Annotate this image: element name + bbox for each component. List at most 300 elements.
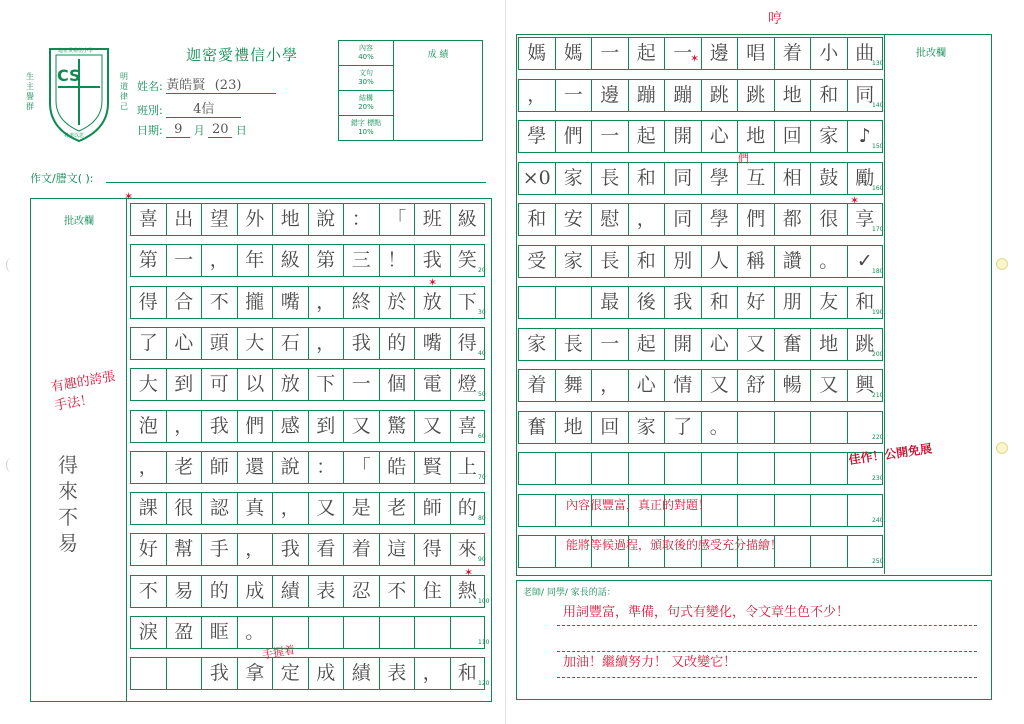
grid-cell: 受 <box>518 246 555 277</box>
grid-cell: 嘴 <box>414 328 450 359</box>
grid-row <box>130 657 485 690</box>
grid-count-label: 110 <box>478 639 490 646</box>
grid-cell: 的 <box>450 493 486 524</box>
composition-label: 作文/謄文( ): <box>30 172 94 185</box>
grid-cell: 三 <box>343 245 379 276</box>
grid-cell: 別 <box>664 246 701 277</box>
grid-cell: 「 <box>343 452 379 483</box>
grid-cell: 暢 <box>774 370 811 401</box>
name-field <box>137 74 276 94</box>
grid-cell: 心 <box>701 329 738 360</box>
score-weight: 10% <box>358 128 374 136</box>
grid-count-label: 240 <box>872 516 884 524</box>
grid-cell <box>166 658 202 689</box>
grid-cell: ， <box>308 328 344 359</box>
grid-row <box>130 244 485 277</box>
grid-cell: ： <box>343 204 379 235</box>
grid-cell: 班 <box>414 204 450 235</box>
grid-cell <box>737 495 774 526</box>
name-value: 黃皓賢 <box>166 78 206 93</box>
grid-row <box>130 410 485 443</box>
grid-cell <box>518 453 555 484</box>
grid-cell: 出 <box>166 204 202 235</box>
grid-cell: 大 <box>130 369 166 400</box>
grid-cell: 安 <box>555 204 592 235</box>
grid-cell <box>518 287 555 318</box>
grid-cell: 電 <box>414 369 450 400</box>
grid-cell: 家 <box>810 121 847 152</box>
grid-cell: 跳 <box>737 80 774 111</box>
grid-cell: 得 <box>450 328 486 359</box>
grid-cell <box>737 412 774 443</box>
grid-cell: 和 <box>701 287 738 318</box>
grid-cell: 說 <box>308 204 344 235</box>
grid-cell: 得 <box>414 534 450 565</box>
grid-cell: 興 <box>847 370 884 401</box>
grid-cell: 同 <box>664 204 701 235</box>
grid-cell: 起 <box>628 329 665 360</box>
grid-count-label: 230 <box>872 475 884 482</box>
grid-cell: 又 <box>701 370 738 401</box>
grid-row <box>130 492 485 525</box>
grid-row <box>518 245 883 278</box>
grid-cell: 老 <box>166 452 202 483</box>
name-label: 姓名: <box>137 80 163 93</box>
grid-cell: 放 <box>272 369 308 400</box>
grid-count-label: 210 <box>872 392 884 399</box>
grid-cell: 和 <box>518 204 555 235</box>
grid-cell <box>628 453 665 484</box>
grid-cell: 一 <box>555 80 592 111</box>
star-mark: ✶ <box>124 190 134 203</box>
grid-cell: 回 <box>774 121 811 152</box>
grid-cell: 燈 <box>450 369 486 400</box>
grid-cell: 以 <box>237 369 273 400</box>
grid-cell: 和 <box>450 658 486 689</box>
grid-cell: 着 <box>774 38 811 69</box>
grid-cell <box>810 453 847 484</box>
grid-cell: 一 <box>591 121 628 152</box>
score-label: 結構 <box>359 94 373 102</box>
logo-top-text: 迦密愛禮信小學 <box>58 48 94 54</box>
grid-cell: 們 <box>237 411 273 442</box>
grid-count-label: 70 <box>478 473 486 481</box>
grid-cell: 盈 <box>166 617 202 648</box>
grid-cell: 起 <box>628 121 665 152</box>
punch-hole <box>996 442 1008 454</box>
grid-cell: 勵 <box>847 163 884 194</box>
grid-cell: 師 <box>414 493 450 524</box>
grid-cell: 同 <box>664 163 701 194</box>
grid-cell: 我 <box>201 658 237 689</box>
grid-cell: 了 <box>664 412 701 443</box>
grid-count-label: 40 <box>478 349 486 357</box>
grid-cell <box>701 453 738 484</box>
grid-count-label: 130 <box>872 60 884 67</box>
grid-cell: 學 <box>701 204 738 235</box>
date-day: 20 <box>211 122 229 137</box>
grid-cell: 媽 <box>555 38 592 69</box>
grid-cell: 不 <box>130 576 166 607</box>
grid-cell: 攏 <box>237 287 273 318</box>
grid-cell: 朋 <box>774 287 811 318</box>
grid-cell: 着 <box>343 534 379 565</box>
grid-cell <box>774 453 811 484</box>
grid-cell: ， <box>628 204 665 235</box>
grid-cell: 相 <box>774 163 811 194</box>
grid-cell: 到 <box>166 369 202 400</box>
grid-cell: 舞 <box>555 370 592 401</box>
grid-cell: ， <box>201 245 237 276</box>
grid-cell: 曲 <box>847 38 884 69</box>
grid-cell: 我 <box>272 534 308 565</box>
punch-hole <box>6 458 17 472</box>
logo-right-motto: 明道律己 <box>120 72 128 111</box>
grid-row <box>518 452 883 485</box>
grid-cell <box>774 412 811 443</box>
grid-cell: 家 <box>555 246 592 277</box>
grid-cell: 心 <box>166 328 202 359</box>
punch-hole <box>996 258 1008 270</box>
grid-cell: 的 <box>379 328 415 359</box>
grid-cell: 到 <box>308 411 344 442</box>
grid-cell: 這 <box>379 534 415 565</box>
grid-cell: 起 <box>628 38 665 69</box>
grid-row <box>130 327 485 360</box>
grid-cell: 一 <box>591 38 628 69</box>
grid-cell: 一 <box>343 369 379 400</box>
grid-cell: 享 <box>847 204 884 235</box>
grid-cell: 感 <box>272 411 308 442</box>
grid-cell: ×0 <box>518 163 555 194</box>
grid-cell: 都 <box>774 204 811 235</box>
score-label: 錯字 標點 <box>350 119 382 127</box>
grid-cell: 情 <box>664 370 701 401</box>
grid-cell: ！ <box>379 245 415 276</box>
grid-cell: 成 <box>308 658 344 689</box>
grid-cell: 我 <box>201 411 237 442</box>
grid-cell: 定 <box>272 658 308 689</box>
grid-cell: 好 <box>130 534 166 565</box>
grid-cell: 很 <box>810 204 847 235</box>
page-fold <box>505 0 506 724</box>
grid-cell: 的 <box>201 576 237 607</box>
grid-cell: 外 <box>237 204 273 235</box>
grid-cell: 唱 <box>737 38 774 69</box>
grid-cell <box>774 495 811 526</box>
grid-cell: 手 <box>201 534 237 565</box>
grid-cell: ： <box>308 452 344 483</box>
grid-cell: 鼓 <box>810 163 847 194</box>
grid-cell: 一 <box>664 38 701 69</box>
grid-cell: 一 <box>591 329 628 360</box>
grid-cell: 師 <box>201 452 237 483</box>
grid-cell: 地 <box>774 80 811 111</box>
grid-cell: 忍 <box>343 576 379 607</box>
grid-cell: ， <box>308 287 344 318</box>
grid-cell: 邊 <box>591 80 628 111</box>
grid-cell: 來 <box>450 534 486 565</box>
grid-count-label: 30 <box>478 308 486 316</box>
grid-cell: 小 <box>810 38 847 69</box>
grid-count-label: 140 <box>872 101 884 109</box>
grid-cell: 於 <box>379 287 415 318</box>
grid-count-label: 180 <box>872 267 884 275</box>
grid-count-label: 50 <box>478 391 486 399</box>
grid-cell: 老 <box>379 493 415 524</box>
grid-cell <box>518 495 555 526</box>
grid-count-label: 220 <box>872 433 884 441</box>
grid-count-label: 150 <box>872 143 884 150</box>
grid-cell: 級 <box>272 245 308 276</box>
grid-cell: 蹦 <box>664 80 701 111</box>
grid-cell: 人 <box>701 246 738 277</box>
grid-cell: 看 <box>308 534 344 565</box>
grid-cell: 家 <box>628 412 665 443</box>
grid-row <box>518 37 883 70</box>
grid-cell: 學 <box>518 121 555 152</box>
grid-cell: 喜 <box>450 411 486 442</box>
grid-cell: 。 <box>237 617 273 648</box>
grid-cell: 成 <box>237 576 273 607</box>
grid-cell: 拿 <box>237 658 273 689</box>
grid-cell: 我 <box>414 245 450 276</box>
grid-cell: 泡 <box>130 411 166 442</box>
grid-count-label: 120 <box>478 680 490 688</box>
logo-left-motto: 生主譽群 <box>26 72 34 111</box>
margin-comment-red: 有趣的誇張手法！ <box>49 369 117 414</box>
score-weight: 20% <box>358 103 374 111</box>
grid-count-label: 90 <box>478 556 486 564</box>
grid-cell: 真 <box>237 493 273 524</box>
right-side-column <box>884 34 885 574</box>
grid-cell <box>664 453 701 484</box>
date-day-unit: 日 <box>235 124 247 137</box>
grid-cell: 頭 <box>201 328 237 359</box>
grid-cell: 着 <box>518 370 555 401</box>
grid-cell: 友 <box>810 287 847 318</box>
grid-cell: 邊 <box>701 38 738 69</box>
grid-cell: 心 <box>628 370 665 401</box>
grid-cell: 學 <box>701 163 738 194</box>
grid-cell: 又 <box>308 493 344 524</box>
grid-row <box>130 368 485 401</box>
score-table <box>338 40 483 141</box>
grid-cell: 奮 <box>774 329 811 360</box>
grid-cell <box>130 658 166 689</box>
grid-cell <box>737 453 774 484</box>
grid-row <box>130 575 485 608</box>
grid-cell: 幫 <box>166 534 202 565</box>
grid-cell: 又 <box>343 411 379 442</box>
grid-row <box>518 328 883 361</box>
grid-cell <box>555 453 592 484</box>
grid-cell: ♪ <box>847 121 884 152</box>
grid-cell: 一 <box>166 245 202 276</box>
grid-cell: 望 <box>201 204 237 235</box>
grid-cell: 心 <box>701 121 738 152</box>
grid-row <box>518 120 883 153</box>
grid-cell: 熱 <box>450 576 486 607</box>
grid-cell: 績 <box>272 576 308 607</box>
comment-line <box>557 677 977 678</box>
grid-cell: ， <box>237 534 273 565</box>
grid-cell: 開 <box>664 329 701 360</box>
teacher-red-comment: 能將等候過程，頒取後的感受充分描繪！ <box>566 538 783 552</box>
award-stamp: 佳作！公開免展 <box>847 441 933 467</box>
punch-hole <box>6 258 17 272</box>
grid-cell: 表 <box>308 576 344 607</box>
grid-cell: 大 <box>237 328 273 359</box>
grid-cell: 又 <box>414 411 450 442</box>
grid-cell: 長 <box>555 329 592 360</box>
grid-count-label: 60 <box>478 432 486 440</box>
grid-count-label: 20 <box>478 267 486 275</box>
grid-cell: ， <box>130 452 166 483</box>
class-value: 4信 <box>193 102 215 117</box>
grid-cell: 第 <box>130 245 166 276</box>
grid-cell: 地 <box>272 204 308 235</box>
right-side-label: 批改欄 <box>916 48 946 59</box>
teacher-red-comment: 內容很豐富，真正的對題！ <box>566 498 711 512</box>
grid-cell: 放 <box>414 287 450 318</box>
grid-cell: 驚 <box>379 411 415 442</box>
grid-cell: 稱 <box>737 246 774 277</box>
insertion-mei: 們 <box>738 152 749 165</box>
grid-row <box>518 411 883 444</box>
left-side-label: 批改欄 <box>64 216 94 227</box>
grid-cell: 淚 <box>130 617 166 648</box>
grid-cell: 了 <box>130 328 166 359</box>
grid-count-label: 250 <box>872 558 884 565</box>
score-weight: 30% <box>358 78 374 86</box>
grid-count-label: 80 <box>478 515 486 523</box>
grid-cell: 奮 <box>518 412 555 443</box>
grid-cell: 可 <box>201 369 237 400</box>
grid-row <box>518 203 883 236</box>
grid-cell: 易 <box>166 576 202 607</box>
star-mark: ✶ <box>850 194 860 207</box>
comment-box <box>516 580 992 700</box>
grid-row <box>130 451 485 484</box>
grid-cell <box>591 453 628 484</box>
grid-cell: 績 <box>343 658 379 689</box>
star-mark: ✶ <box>464 566 474 579</box>
date-field <box>137 122 247 138</box>
teacher-comment-line2: 加油！繼續努力！ 又改變它！ <box>563 655 737 670</box>
school-logo <box>42 45 116 145</box>
grid-cell: 家 <box>555 163 592 194</box>
grid-cell: 眶 <box>201 617 237 648</box>
grid-cell: 蹦 <box>628 80 665 111</box>
grid-cell: 們 <box>737 204 774 235</box>
left-side-column <box>30 198 127 702</box>
grid-row <box>130 203 485 236</box>
grid-cell <box>810 536 847 567</box>
grade-header: 成 績 <box>427 50 449 60</box>
grid-cell: 是 <box>343 493 379 524</box>
grid-cell: 不 <box>201 287 237 318</box>
grid-cell: 得 <box>130 287 166 318</box>
grid-cell: 年 <box>237 245 273 276</box>
grid-cell: 我 <box>343 328 379 359</box>
score-label: 文句 <box>359 69 373 77</box>
comment-box-label: 老師/ 同學/ 家長的話： <box>523 588 616 598</box>
grid-cell: ， <box>591 370 628 401</box>
date-month-unit: 月 <box>193 124 205 137</box>
grid-cell: 不 <box>379 576 415 607</box>
grid-cell: 合 <box>166 287 202 318</box>
composition-title-line <box>106 182 486 183</box>
grid-cell: 很 <box>166 493 202 524</box>
logo-letters: CS <box>57 66 81 85</box>
logo-bottom-text: 尋道以思 <box>64 133 85 139</box>
grid-cell: 互 <box>737 163 774 194</box>
grid-cell: 讚 <box>774 246 811 277</box>
grid-cell: 說 <box>272 452 308 483</box>
class-label: 班別: <box>137 104 163 117</box>
grid-cell: 長 <box>591 246 628 277</box>
grid-row <box>130 616 485 649</box>
grid-cell: 同 <box>847 80 884 111</box>
grid-cell: 家 <box>518 329 555 360</box>
grid-row <box>518 286 883 319</box>
grid-cell: 笑 <box>450 245 486 276</box>
grid-cell: 回 <box>591 412 628 443</box>
school-name: 迦密愛禮信小學 <box>186 46 299 64</box>
margin-pencil-note: 得來不易 <box>58 453 78 555</box>
grid-cell: ， <box>166 411 202 442</box>
grid-cell: 個 <box>379 369 415 400</box>
score-weight: 40% <box>358 53 374 61</box>
grid-cell: 住 <box>414 576 450 607</box>
grid-cell: 表 <box>379 658 415 689</box>
grid-cell: 地 <box>737 121 774 152</box>
grid-cell: 最 <box>591 287 628 318</box>
grid-cell <box>343 617 379 648</box>
grid-cell: 認 <box>201 493 237 524</box>
star-mark: ✶ <box>690 52 700 65</box>
grid-count-label: 190 <box>872 309 884 316</box>
grid-cell: 嘴 <box>272 287 308 318</box>
grid-cell: ✓ <box>847 246 884 277</box>
grid-cell: 和 <box>810 80 847 111</box>
date-label: 日期: <box>137 124 163 137</box>
grid-row <box>518 79 883 112</box>
date-month: 9 <box>174 122 183 137</box>
grid-row <box>130 533 485 566</box>
grid-cell: 下 <box>308 369 344 400</box>
grid-count-label: 160 <box>872 184 884 192</box>
class-field <box>137 98 241 118</box>
insertion-hand: 手握着 <box>261 643 296 662</box>
grid-cell: 地 <box>555 412 592 443</box>
grid-cell: 皓 <box>379 452 415 483</box>
grid-cell <box>379 617 415 648</box>
class-number: (23) <box>214 78 242 93</box>
grid-cell: ， <box>414 658 450 689</box>
grid-cell: 媽 <box>518 38 555 69</box>
grid-cell: 長 <box>591 163 628 194</box>
grid-cell: 後 <box>628 287 665 318</box>
grid-cell: 終 <box>343 287 379 318</box>
grid-cell: 跳 <box>701 80 738 111</box>
grid-cell <box>810 412 847 443</box>
grid-cell: 第 <box>308 245 344 276</box>
grid-cell: 賢 <box>414 452 450 483</box>
grid-cell: 級 <box>450 204 486 235</box>
score-label: 內容 <box>359 44 373 52</box>
